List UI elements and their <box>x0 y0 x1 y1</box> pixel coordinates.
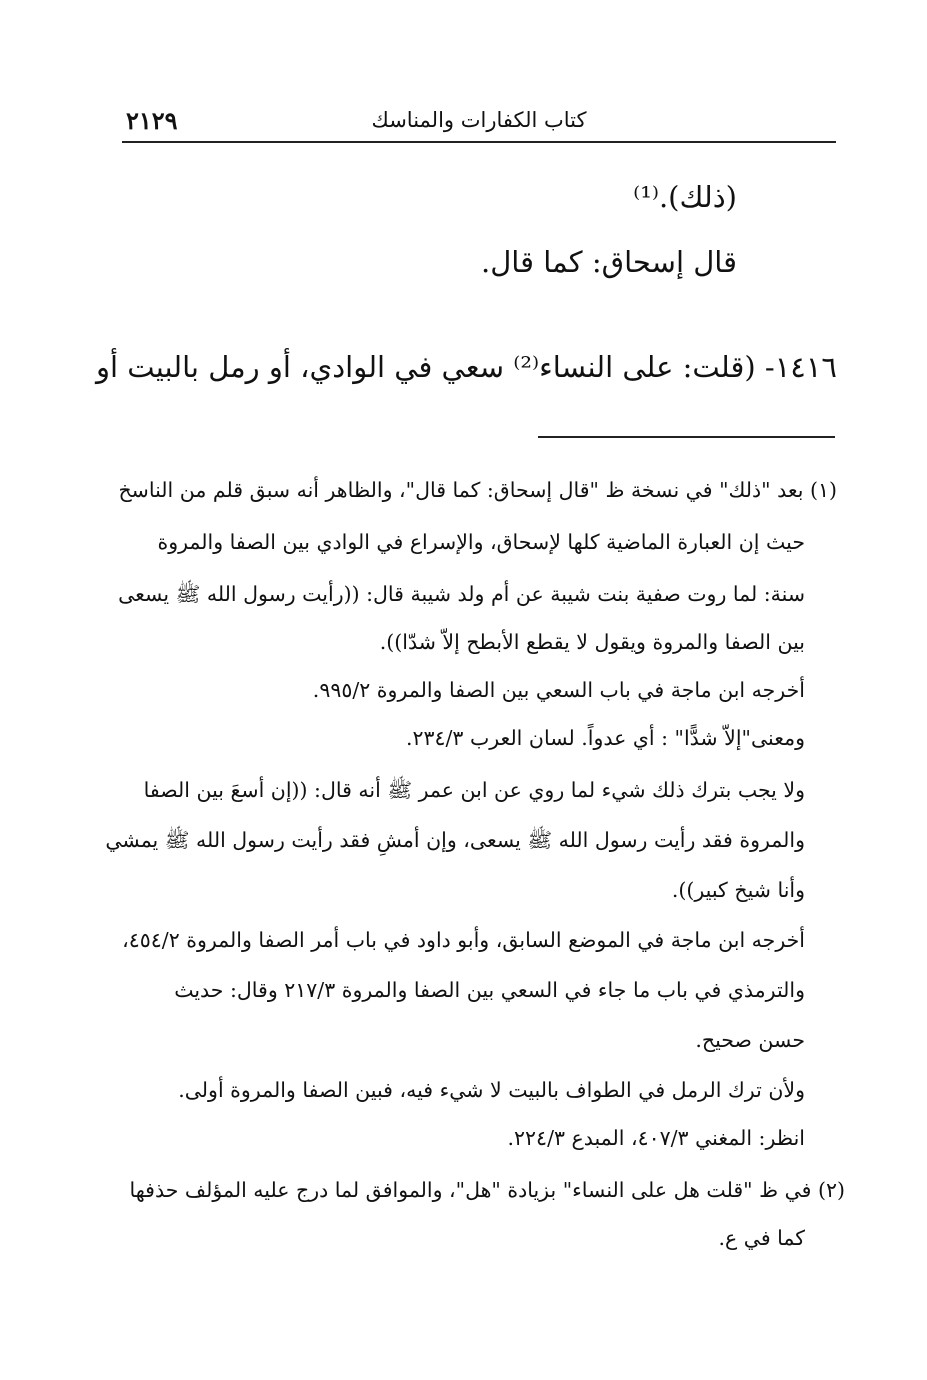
footnote-line: ولأن ترك الرمل في الطواف بالبيت لا شيء فيه، فبين الصفا والمروة أولى. <box>178 1078 805 1102</box>
footnote-line: أخرجه ابن ماجة في الموضع السابق، وأبو داود في باب أمر الصفا والمروة ٤٥٤/٢، <box>122 928 805 952</box>
page-number: ٢١٢٩ <box>126 106 178 135</box>
footnote-line: والترمذي في باب ما جاء في السعي بين الصفا والمروة ٢١٧/٣ وقال: حديث <box>174 978 805 1002</box>
main-text-line: ١٤١٦- (قلت: على النساء⁽²⁾ سعي في الوادي، أو رمل بالبيت أو <box>95 350 837 384</box>
footnote-line: (٢) في ظ "قلت هل على النساء" بزيادة "هل"، والموافق لما درج عليه المؤلف حذفها <box>129 1178 845 1202</box>
footnote-line: والمروة فقد رأيت رسول الله ﷺ يسعى، وإن أمشِ فقد رأيت رسول الله ﷺ يمشي <box>105 828 805 852</box>
footnote-line: سنة: لما روت صفية بنت شيبة عن أم ولد شيبة قال: ((رأيت رسول الله ﷺ يسعى <box>118 582 805 606</box>
footnote-line: أخرجه ابن ماجة في باب السعي بين الصفا والمروة ٩٩٥/٢. <box>312 678 805 702</box>
footnote-line: (١) بعد "ذلك" في نسخة ظ "قال إسحاق: كما قال"، والظاهر أنه سبق قلم من الناسخ <box>118 478 837 502</box>
footnote-line: كما في ع. <box>718 1226 805 1250</box>
footnote-line: ولا يجب بترك ذلك شيء لما روي عن ابن عمر ﷺ أنه قال: ((إن أسعَ بين الصفا <box>143 778 805 802</box>
header-rule <box>122 141 836 143</box>
footnote-line: انظر: المغني ٤٠٧/٣، المبدع ٢٢٤/٣. <box>507 1126 805 1150</box>
footnote-separator <box>538 436 835 438</box>
footnote-line: حيث إن العبارة الماضية كلها لإسحاق، والإسراع في الوادي بين الصفا والمروة <box>157 530 805 554</box>
main-text-line: (ذلك).⁽¹⁾ <box>633 180 737 214</box>
main-text-line: قال إسحاق: كما قال. <box>480 245 737 279</box>
running-title: كتاب الكفارات والمناسك <box>371 108 587 132</box>
page-header <box>122 104 836 138</box>
footnote-line: حسن صحيح. <box>695 1028 805 1052</box>
footnote-line: ومعنى"إلاّ شدًّا" : أي عدواً. لسان العرب ٢٣٤/٣. <box>405 726 805 750</box>
footnote-line: وأنا شيخ كبير)). <box>671 878 805 902</box>
footnote-line: بين الصفا والمروة ويقول لا يقطع الأبطح إلاّ شدّا)). <box>379 630 805 654</box>
